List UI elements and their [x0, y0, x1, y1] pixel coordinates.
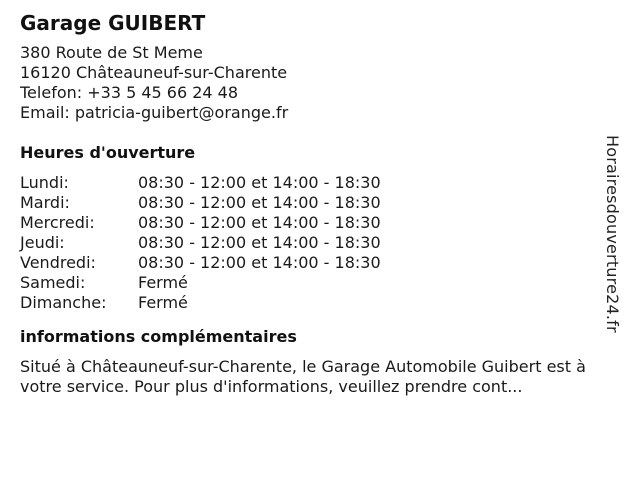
- day-label: Mercredi:: [20, 213, 95, 232]
- phone-number: Telefon: +33 5 45 66 24 48: [20, 83, 239, 102]
- day-label: Lundi:: [20, 173, 69, 192]
- day-hours: 08:30 - 12:00 et 14:00 - 18:30: [138, 253, 381, 272]
- hours-row-saturday: [20, 273, 620, 293]
- address-city: 16120 Châteauneuf-sur-Charente: [20, 63, 288, 82]
- opening-hours-table: [20, 173, 620, 313]
- additional-info-text: Situé à Châteauneuf-sur-Charente, le Garage Automobile Guibert est à votre service. Pour plus d'informations, veuillez prendre cont...: [20, 357, 586, 396]
- hours-row-tuesday: [20, 193, 620, 213]
- day-hours: 08:30 - 12:00 et 14:00 - 18:30: [138, 193, 381, 212]
- day-label: Samedi:: [20, 273, 86, 292]
- additional-info-heading: informations complémentaires: [20, 327, 297, 346]
- day-hours: Fermé: [138, 293, 188, 312]
- hours-row-thursday: [20, 233, 620, 253]
- watermark-text: Horairesdouverture24.fr: [603, 135, 622, 333]
- opening-hours-heading: Heures d'ouverture: [20, 143, 196, 162]
- hours-row-wednesday: [20, 213, 620, 233]
- email-address: Email: patricia-guibert@orange.fr: [20, 103, 289, 122]
- day-hours: 08:30 - 12:00 et 14:00 - 18:30: [138, 173, 381, 192]
- hours-row-friday: [20, 253, 620, 273]
- contact-block: [20, 43, 620, 123]
- hours-row-monday: [20, 173, 620, 193]
- day-label: Vendredi:: [20, 253, 96, 272]
- day-label: Jeudi:: [20, 233, 65, 252]
- day-hours: 08:30 - 12:00 et 14:00 - 18:30: [138, 213, 381, 232]
- day-hours: Fermé: [138, 273, 188, 292]
- business-card: [20, 10, 620, 397]
- hours-row-sunday: [20, 293, 620, 313]
- day-hours: 08:30 - 12:00 et 14:00 - 18:30: [138, 233, 381, 252]
- day-label: Dimanche:: [20, 293, 107, 312]
- business-name: Garage GUIBERT: [20, 11, 206, 35]
- address-street: 380 Route de St Meme: [20, 43, 203, 62]
- day-label: Mardi:: [20, 193, 70, 212]
